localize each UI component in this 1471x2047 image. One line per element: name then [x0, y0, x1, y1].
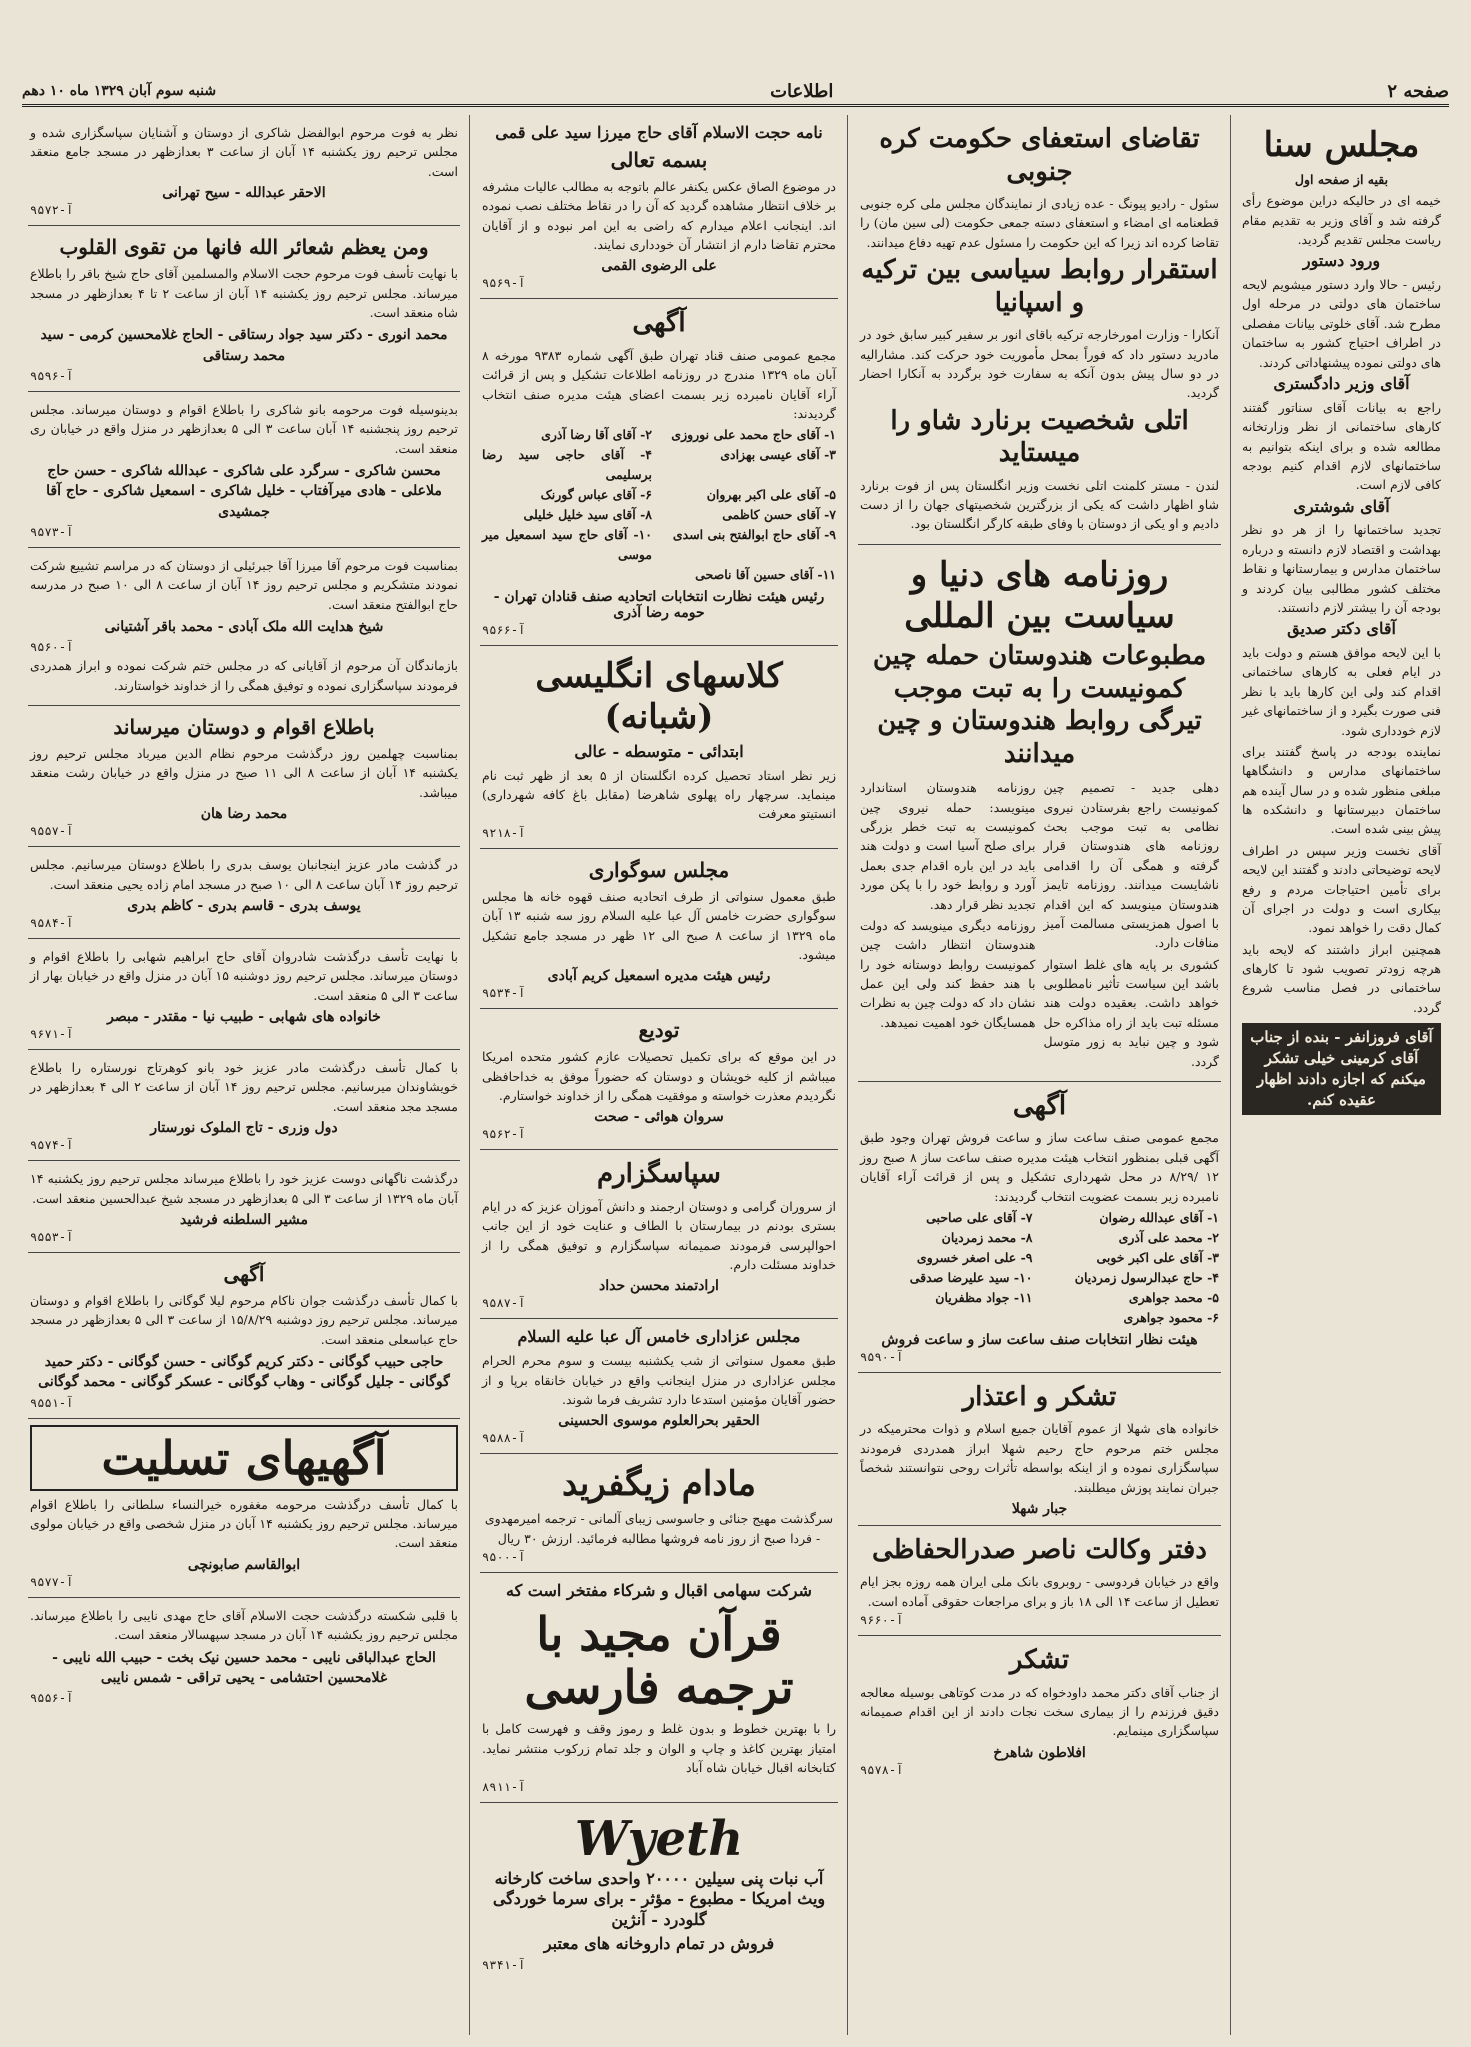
religious-signature: الحقیر بحرالعلوم موسوی الحسینی [558, 1413, 760, 1430]
letter-title: نامه حجت الاسلام آقای حاج میرزا سید علی قمی [495, 123, 823, 142]
list-item: ۵- محمد جواهری [1128, 1289, 1219, 1305]
obit-p7: در گذشت مادر عزیز اینجانبان یوسف بدری را باطلاع دوستان میرسانیم. مجلس ترحیم روز ۱۴ آبان ساعت ۸ الی ۱۰ صبح در مسجد امام زاده یحیی منعقد است. [30, 857, 458, 892]
obit-p5: بازماندگان آن مرحوم از آقایانی که در مجلس ختم شرکت نموده و ابراز همدردی فرمودند سپاسگزاری نموده و توفیق همگی را از خداوند خواستارند. [30, 658, 458, 693]
news-p4: دهلی جدید - تصمیم چین کمونیست راجع بفرستادن نیروی نظامی به تبت موجب بحث روزنامه های هندوستان قرار گرفته و همگی آن را اقدامی ناشایست میدانند. روزنامه تایمز هندوستان مینویسد که این اقدام با اصول همزیستی مسالمت آمیز منافات دارد. [1043, 780, 1219, 951]
obit-names11: حاجی حبیب گوگانی - دکتر کریم گوگانی - حسن گوگانی - دکتر حمید گوگانی - جلیل گوگانی - وهاب گوگانی - عسکر گوگانی - محمد گوگانی [38, 1354, 450, 1391]
obit-code8: آ-۹۶۷۱ [30, 1027, 74, 1042]
religious-code: آ-۹۵۸۸ [482, 1431, 526, 1446]
wyeth-text: آب نبات پنی سیلین ۲۰۰۰۰ واحدی ساخت کارخانه ویث امریکا - مطبوع - مؤثر - برای سرما خوردگی گلودرد - آنژین [492, 1868, 826, 1930]
book-title: مادام زیگفرید [562, 1464, 756, 1505]
gratitude-code: آ-۹۵۸۷ [482, 1296, 526, 1311]
farewell-text: در این موقع که برای تکمیل تحصیلات عازم کشور متحده امریکا میباشم از کلیه خویشان و دوستان که حضوراً موفق به خداحافظی نگردیدم معذرت خواسته و موفقیت همگی را از خداوند خواستارم. [482, 1049, 836, 1104]
farewell-signature: سروان هوائی - صحت [594, 1109, 724, 1126]
list-item: ۶- محمود جواهری [1123, 1309, 1219, 1325]
obit-sig1: الاحقر عبدالله - سیح تهرانی [162, 185, 326, 202]
list-item: ۸- محمد زمردیان [941, 1229, 1033, 1245]
list-item: ۱۱- آقای حسین آقا ناصحی [695, 567, 836, 583]
news-p-attlee: لندن - مستر کلمنت اتلی نخست وزیر انگلستان پس از فوت برنارد شاو اظهار داشت که یکی از بزرگترین شخصیتهای جهان را از دست دادیم و او یکی از دوستان با وفای طبقه کارگر انگلستان بود. [860, 477, 1219, 532]
obit-code12: آ-۹۵۷۷ [30, 1574, 74, 1589]
thanks-title: تشکر و اعتذار [962, 1381, 1117, 1412]
quran-text: را با بهترین خطوط و بدون غلط و رموز وقف و فهرست کامل با امتیاز بهترین کاغذ و چاپ و الوان و جلد تمام زرکوب منتشر نماید. کتابخانه اقبال خیابان شاه آباد [482, 1721, 836, 1776]
class-text: زیر نظر استاد تحصیل کرده انگلستان از ۵ بعد از ظهر ثبت نام مینماید. سرچهار راه پهلوی شاهرضا (مقابل باغ کافه شهرداری) انستیتو معرفت [482, 767, 836, 822]
ad-confectioner-signature: رئیس هیئت نظارت انتخابات اتحادیه صنف قنادان تهران - حومه رضا آذری [493, 589, 825, 622]
thanks2-signature: افلاطون شاهرخ [993, 1744, 1086, 1761]
news-title-attlee: اتلی شخصیت برنارد شاو را میستاید [890, 405, 1189, 469]
ad-confectioner-code: آ-۹۵۶۶ [482, 623, 526, 638]
ad-watch-code: آ-۹۵۹۰ [860, 1349, 904, 1364]
letter-text: در موضوع الصاق عکس یکنفر عالم باتوجه به مطالب عالیات مشرفه بر خلاف انتظار مشاهده گردید که آن را در نقاط مختلف نصب نموده اند. اینجانب اعلام میدارم که راضی به این امر نبوده و از آقایان محترم تقاضا دارم از انتشار آن خودداری نمایند. [482, 178, 836, 252]
obit-sig9: دول وزری - تاج الملوک نورستار [150, 1120, 338, 1137]
list-item: ۲- محمد علی آذری [1118, 1229, 1219, 1245]
letter-code: آ-۹۵۶۹ [482, 276, 526, 291]
list-item: ۱۰- آقای حاج سید اسمعیل میر موسی [482, 527, 652, 563]
obit-code6: آ-۹۵۵۷ [30, 824, 74, 839]
book-text: سرگذشت مهیج جنائی و جاسوسی زیبای آلمانی - ترجمه امیرمهدوی - فردا صبح از روز نامه فروشها مطالبه فرمائید. ارزش ۳۰ ریال [484, 1511, 834, 1546]
obit-code10: آ-۹۵۵۳ [30, 1229, 74, 1244]
mourning-signature: رئیس هیئت مدیره اسمعیل کریم آبادی [547, 968, 771, 985]
obit-title2: ومن يعظم شعائر الله فانها من تقوى القلوب [59, 235, 429, 260]
obit-p11: با کمال تأسف درگذشت جوان ناکام مرحوم لیلا گوگانی را باطلاع اقوام و دوستان میرساند. مجلس ترحیم روز دوشنبه ۱۵/۸/۲۹ از ساعت ۳ الی ۵ بعدازظهر در مسجد حاج عباسعلی منعقد است. [30, 1292, 458, 1347]
news-title-turkey: استقرار روابط سیاسی بین ترکیه و اسپانیا [861, 255, 1218, 318]
wyeth-text-2: فروش در تمام داروخانه های معتبر [543, 1934, 775, 1953]
news-title-korea: تقاضای استعفای حکومت کره جنوبی [879, 124, 1200, 187]
senate-p2: رئیس - حالا وارد دستور میشویم لایحه ساختمان های دولتی در مرحله اول مطرح شد. آقای خلوتی بیانات مفصلی در اطراف احتیاج کشور به ساختمان های دولتی نموده پیشنهاداتی کردند. [1242, 277, 1441, 370]
obit-title11: آگهی [223, 1261, 265, 1286]
column-senate [1234, 115, 1449, 2035]
column-obituaries [22, 115, 466, 2035]
obit-p4: بمناسبت فوت مرحوم آقا میرزا آقا جبرئیلی از دوستان که در مراسم تشییع شرکت نمودند متشکریم و مجلس ترحیم روز ۱۴ آبان از ساعت ۸ الی ۱۰ صبح در مدرسه حاج ابوالفتح منعقد است. [30, 557, 458, 612]
senate-p4: تجدید ساختمانها را از هر دو نظر بهداشت و اقتصاد لازم دانسته و درباره ساختمان مدارس و بیمارستانها و نقاط مختلف کشور مطالبی بیان کردند و بودجه آن را بیشتر لازم دانستند. [1242, 522, 1441, 615]
ad-watch-signature: هیئت نظار انتخابات صنف ساعت ساز و ساعت فروش [881, 1331, 1198, 1348]
office-title: دفتر وکالت ناصر صدرالحفاظی [872, 1534, 1207, 1565]
senate-p8: همچنین ابراز داشتند که لایحه باید هرچه زودتر تصویب شود تا کارهای ساختمانی در فصل مناسب شروع گردد. [1242, 941, 1441, 1015]
obit-title6: باطلاع اقوام و دوستان میرساند [113, 715, 375, 740]
news-p7: روزنامه دیگری مینویسد که دولت هندوستان انتظار داشت چین کمونیست روابط دوستانه خود را با هند حفظ کند ولی این عمل نشان داد که دولت چین به نظرات همسایگان خود اهمیت نمیدهد. [860, 917, 1036, 1030]
obit-code11: آ-۹۵۵۱ [30, 1395, 74, 1410]
news-p5: کشوری بر پایه های غلط استوار باشد این سیاست تأثیر نامطلوبی خواهد داشت. بعقیده دولت هند مسئله تبت باید از راه مذاکره حل شود و چین نباید به زور متوسل گردد. [1043, 956, 1219, 1069]
list-item: ۹- علی اصغر خسروی [916, 1249, 1033, 1265]
issue-date: شنبه سوم آبان ۱۳۲۹ ماه ۱۰ دهم [22, 83, 217, 99]
list-item: ۴- حاج عبدالرسول زمردیان [1074, 1269, 1219, 1285]
list-item: ۱۱- جواد مظفریان [935, 1289, 1033, 1305]
obit-names2: محمد انوری - دکتر سید جواد رستاقی - الحاج غلامحسین کرمی - سید محمد رستاقی [40, 327, 448, 364]
news-title-press: روزنامه های دنیا و سیاست بین المللی [904, 554, 1175, 636]
ad-watch-title: آگهی [1012, 1090, 1067, 1121]
class-subtitle: ابتدائی - متوسطه - عالی [574, 741, 744, 761]
list-item: ۱- آقای عبدالله رضوان [1099, 1209, 1219, 1225]
quran-pretitle: شرکت سهامی اقبال و شرکاء مفتخر است که [506, 1580, 812, 1600]
letter-basmala: بسمه تعالی [610, 147, 708, 172]
list-item: ۱- آقای حاج محمد علی نوروزی [671, 427, 836, 443]
senate-p6: نماینده بودجه در پاسخ گفتند برای ساختمانهای مدارس و دانشگاهها مبلغی منظور شده و در سال آینده هم ساختمان دبیرستانها و دانشکده ها پیش بینی شده است. [1242, 743, 1441, 837]
obit-sig8: خانواده های شهابی - طبیب نیا - مقتدر - مبصر [107, 1009, 381, 1026]
senate-subtitle: بقیه از صفحه اول [1294, 171, 1389, 187]
obit-names13: الحاج عبدالباقی نایبی - محمد حسین نیک بخت - حبیب الله نایبی - غلامحسین احتشامی - یحیی تراقی - شمس نایبی [52, 1649, 436, 1686]
obit-p6: بمناسبت چهلمین روز درگذشت مرحوم نظام الدین میرباد مجلس ترحیم روز یکشنبه ۱۴ آبان از ساعت ۸ الی ۱۱ صبح در منزل واقع در خیابان رشت منعقد میباشد. [30, 746, 458, 800]
quran-code: آ-۸۹۱۱ [482, 1779, 526, 1794]
list-item: ۲- آقای آقا رضا آذری [541, 427, 652, 443]
list-item: ۴- آقای حاجی سید رضا برسلیمی [482, 447, 652, 483]
list-item: ۸- آقای سید خلیل خلیلی [523, 507, 652, 523]
list-item: ۵- آقای علی اکبر بهروان [706, 487, 836, 503]
news-subtitle-press: مطبوعات هندوستان حمله چین کمونیست را به تبت موجب تیرگی روابط هندوستان و چین میدانند [872, 641, 1207, 769]
obit-p2: با نهایت تأسف فوت مرحوم حجت الاسلام والمسلمین آقای حاج شیخ باقر را باطلاع میرساند. مجلس ترحیم روز یکشنبه ۱۴ آبان از ساعت ۲ تا ۴ بعدازظهر در مسجد شاه منعقد است. [30, 266, 459, 320]
list-item: ۷- آقای علی صاحبی [926, 1209, 1033, 1225]
senate-h-minister: آقای وزیر دادگستری [1273, 373, 1410, 393]
senate-h-shushtari: آقای شوشتری [1293, 496, 1390, 516]
obit-p9: با کمال تأسف درگذشت مادر عزیز خود بانو کوهرتاج نورستاره را باطلاع خویشاوندان میرسانیم. مجلس ترحیم روز ۱۴ آبان از ساعت ۲ الی ۴ بعدازظهر در مسجد مجد منعقد است. [30, 1060, 459, 1114]
list-item: ۷- آقای حسن کاظمی [722, 507, 836, 523]
gratitude-text: از سروران گرامی و دوستان ارجمند و دانش آموزان عزیز که در ایام بستری بودنم در بیمارستان با الطاف و عنایت خود از این جانب احوالپرسی فرمودند صمیمانه سپاسگزارم و توفیق همگی را از خداوند مسئلت دارم. [482, 1198, 836, 1273]
office-code: آ-۹۶۶۰ [860, 1613, 904, 1628]
ad-confectioner-names [482, 425, 836, 585]
obit-p1: نظر به فوت مرحوم ابوالفضل شاکری از دوستان و آشنایان سپاسگزاری شده و مجلس ترحیم روز یکشنبه ۱۴ آبان از ساعت ۳ بعدازظهر در مسجد جامع منعقد است. [30, 125, 458, 179]
obit-sig12: ابوالقاسم صابونچی [187, 1556, 301, 1573]
obit-code1: آ-۹۵۷۲ [30, 203, 74, 218]
senate-p5: با این لایحه موافق هستم و دولت باید در ایام فعلی به کارهای ساختمانی اقدام کند ولی این کارها باید با نظر فنی صورت بگیرد و از ساختمانهای غیر لازم خودداری شود. [1242, 645, 1441, 738]
senate-closing: آقای فروزانفر - بنده از جناب آقای کرمینی خیلی تشکر میکنم که اجازه دادند اظهار عقیده کنم. [1242, 1023, 1441, 1115]
list-item: ۱۰- سید علیرضا صدقی [909, 1269, 1033, 1285]
wyeth-code: آ-۹۳۴۱ [482, 1957, 526, 1972]
farewell-code: آ-۹۵۶۲ [482, 1127, 526, 1142]
gratitude-signature: ارادتمند محسن حداد [599, 1278, 719, 1295]
thanks-signature: جبار شهلا [1011, 1500, 1068, 1517]
ad-watch-names [860, 1208, 1219, 1328]
column-ads [474, 115, 844, 2035]
thanks2-code: آ-۹۵۷۸ [860, 1762, 904, 1777]
religious-title: مجلس عزاداری خامس آل عبا علیه السلام [517, 1327, 801, 1347]
book-code: آ-۹۵۰۰ [482, 1549, 526, 1564]
religious-text: طبق معمول سنواتی از شب یکشنبه بیست و سوم محرم الحرام مجلس عزاداری در منزل اینجانب واقع در خیابان خانقاه برپا و از حضور آقایان مؤمنین استدعا دارد تشریف فرما شوند. [482, 1353, 836, 1407]
thanks-text: خانواده های شهلا از عموم آقایان جمیع اسلام و ذوات محترمیکه در مجلس ختم مرحوم حاج رحیم شهلا ابراز همدردی فرمودند سپاسگزاری نموده و از اینکه بواسطه تأثرات روحی نتوانستند شخصاً جبران نمایند پوزش میطلبند. [860, 1421, 1219, 1495]
masthead [22, 78, 1449, 107]
senate-p3: راجع به بیانات آقای سناتور گفتند کارهای ساختمانی از نظر وزارتخانه مطالعه شده و برای اینکه بتوانیم به ساختمانهای لازم اقدام کنیم بودجه کافی لازم است. [1242, 399, 1441, 493]
condolence-title: آگهیهای تسلیت [30, 1425, 458, 1491]
mourning-code: آ-۹۵۳۴ [482, 986, 526, 1001]
thanks2-text: از جناب آقای دکتر محمد داودخواه که در مدت کوتاهی بوسیله معالجه دقیق فرزندم را از بیماری سخت نجات دادند از این اقدام صمیمانه سپاسگزاری مینمایم. [860, 1684, 1219, 1739]
list-item: ۶- آقای عباس گورنک [540, 487, 652, 503]
obit-p8: با نهایت تأسف درگذشت شادروان آقای حاج ابراهیم شهابی را باطلاع اقوام و دوستان میرساند. مجلس ترحیم روز دوشنبه ۱۵ آبان در منزل واقع در خیابان بهار از ساعت ۳ الی ۵ منعقد است. [30, 948, 458, 1003]
page-number: صفحه ۲ [1387, 80, 1449, 102]
senate-p1: خیمه ای در حالیکه دراین موضوع رأی گرفته شد و آقای وزیر به تقدیم مقام ریاست مجلس تقدیم گردید. [1242, 193, 1441, 247]
obit-p3: بدینوسیله فوت مرحومه بانو شاکری را باطلاع اقوام و دوستان میرساند. مجلس ترحیم روز پنجشنبه ۱۴ آبان ساعت ۳ الی ۵ بعدازظهر در منزل واقع در خیابان ری منعقد است. [30, 401, 458, 456]
obit-p10: درگذشت ناگهانی دوست عزیز خود را باطلاع میرساند مجلس ترحیم روز یکشنبه ۱۴ آبان ماه ۱۳۲۹ از ساعت ۳ الی ۵ بعدازظهر در مسجد شیخ عبدالحسین منعقد است. [30, 1171, 458, 1206]
column-news [852, 115, 1227, 2035]
senate-title: مجلس سنا [1263, 125, 1420, 165]
obit-sig10: مشیر السلطنه فرشید [180, 1211, 308, 1228]
paper-name: اطلاعات [770, 80, 834, 102]
obit-code7: آ-۹۵۸۴ [30, 915, 74, 930]
wyeth-logo: Wyeth [574, 1810, 744, 1867]
obit-sig7: یوسف بدری - قاسم بدری - کاظم بدری [127, 897, 361, 914]
obit-code13: آ-۹۵۵۶ [30, 1691, 74, 1706]
mourning-text: طبق معمول سنواتی از طرف اتحادیه صنف قهوه خانه ها مجلس سوگواری حضرت خامس آل عبا علیه السلام روز سه شنبه ۱۳ آبان ماه ۱۳۲۹ از ساعت ۸ صبح الی ۱۲ ظهر در مسجد جامع تشکیل میشود. [482, 888, 837, 962]
obit-names4: شیخ هدایت الله ملک آبادی - محمد باقر آشتیانی [104, 618, 384, 635]
quran-title: قرآن مجید با ترجمه فارسی [524, 1606, 794, 1714]
senate-p7: آقای نخست وزیر سپس در اطراف لایحه توضیحاتی دادند و گفتند این لایحه برای تأمین احتیاجات مردم و رفع بیکاری است و دولت در اجرای آن کمال دقت را خواهد نمود. [1242, 842, 1441, 936]
farewell-title: تودیع [638, 1018, 680, 1043]
obit-names3: محسن شاکری - سرگرد علی شاکری - عبدالله شاکری - حسن حاج ملاعلی - هادی میرآفتاب - خلیل شاکری - اسمعیل شاکری - حاج آقا جمشیدی [46, 462, 442, 520]
news-p6: روزنامه هندوستان استاندارد مینویسد: حمله نیروی چین کمونیست به تبت خطر بزرگی برای صلح آسیا است و دولت هند باید در این باره اقدام جدی بعمل آورد و روابط خود را با پکن مورد تجدید نظر قرار دهد. [860, 780, 1036, 912]
thanks2-title: تشکر [1009, 1645, 1070, 1676]
list-item: ۳- آقای عیسی بهزادی [720, 447, 836, 463]
news-p-korea: سئول - رادیو پیونگ - عده زیادی از نمایندگان مجلس ملی کره جنوبی قطعنامه ای امضاء و استعفای دسته جمعی حکومت (لی سین مان) را تقاضا کرده اند زیرا که این حکومت را مسئول عدم تهیه دفاع میدانند. [860, 196, 1219, 250]
obit-code3: آ-۹۵۷۳ [30, 524, 74, 539]
ad-confectioner-title: آگهی [632, 308, 686, 339]
ad-confectioner-text: مجمع عمومی صنف قناد تهران طبق آگهی شماره ۹۳۸۳ مورخه ۸ آبان ماه ۱۳۲۹ مندرج در روزنامه اطلاعات تشکیل و پس از قرائت آراء آقایان نامبرده زیر بسمت اعضای هیئت مدیره صنف انتخاب گردیدند: [482, 347, 836, 421]
letter-signature: علی الرضوی القمی [601, 258, 717, 275]
class-title: کلاسهای انگلیسی (شبانه) [535, 656, 783, 738]
gratitude-title: سپاسگزارم [597, 1159, 721, 1190]
ad-watch-text: مجمع عمومی صنف ساعت ساز و ساعت فروش تهران وجود طبق آگهی قبلی بمنظور انتخاب هیئت مدیره صنف ساعت ساز ۸ صبح روز ۱۲ /۸/۲۹ در محل شهرداری تشکیل و پس از قرائت آراء آقایان نامبرده زیر بسمت عضویت انتخاب گردیدند: [860, 1130, 1219, 1204]
obit-p13: با قلبی شکسته درگذشت حجت الاسلام آقای حاج مهدی نایبی را باطلاع میرساند. مجلس ترحیم روز یکشنبه ۱۴ آبان در مسجد سپهسالار منعقد است. [30, 1607, 458, 1643]
list-item: ۹- آقای حاج ابوالفتح بنی اسدی [672, 527, 836, 543]
class-code: آ-۹۲۱۸ [482, 825, 526, 840]
obit-code9: آ-۹۵۷۴ [30, 1138, 74, 1153]
news-p-turkey: آنکارا - وزارت امورخارجه ترکیه باقای انور بر سفیر کبیر سابق خود در مادرید دستور داد که فوراً بمحل مأموریت خود حرکت کند. مشارالیه در دو سال پیش بدون آنکه به سفارت خود برگردد به آنکارا احضار گردید. [860, 327, 1219, 401]
list-item: ۳- آقای علی اکبر خوبی [1096, 1249, 1219, 1265]
office-text: واقع در خیابان فردوسی - روبروی بانک ملی ایران همه روزه بجز ایام تعطیل از ساعت ۱۴ الی ۱۸ باز و برای مراجعات حقوقی آماده است. [860, 1574, 1219, 1609]
obit-sig6: محمد رضا هان [200, 806, 288, 823]
senate-h-entry: ورود دستور [1302, 251, 1381, 271]
senate-h-sadigh: آقای دکتر صدیق [1287, 619, 1396, 639]
obit-code4: آ-۹۵۶۰ [30, 640, 74, 655]
obit-p12: با کمال تأسف درگذشت مرحومه مغفوره خیرالنساء سلطانی را باطلاع اقوام میرساند. مجلس ترحیم روز یکشنبه ۱۴ آبان در منزل شخصی واقع در خیابان مولوی منعقد است. [30, 1496, 459, 1551]
obit-code2: آ-۹۵۹۶ [30, 368, 74, 383]
mourning-title: مجلس سوگواری [588, 857, 730, 882]
